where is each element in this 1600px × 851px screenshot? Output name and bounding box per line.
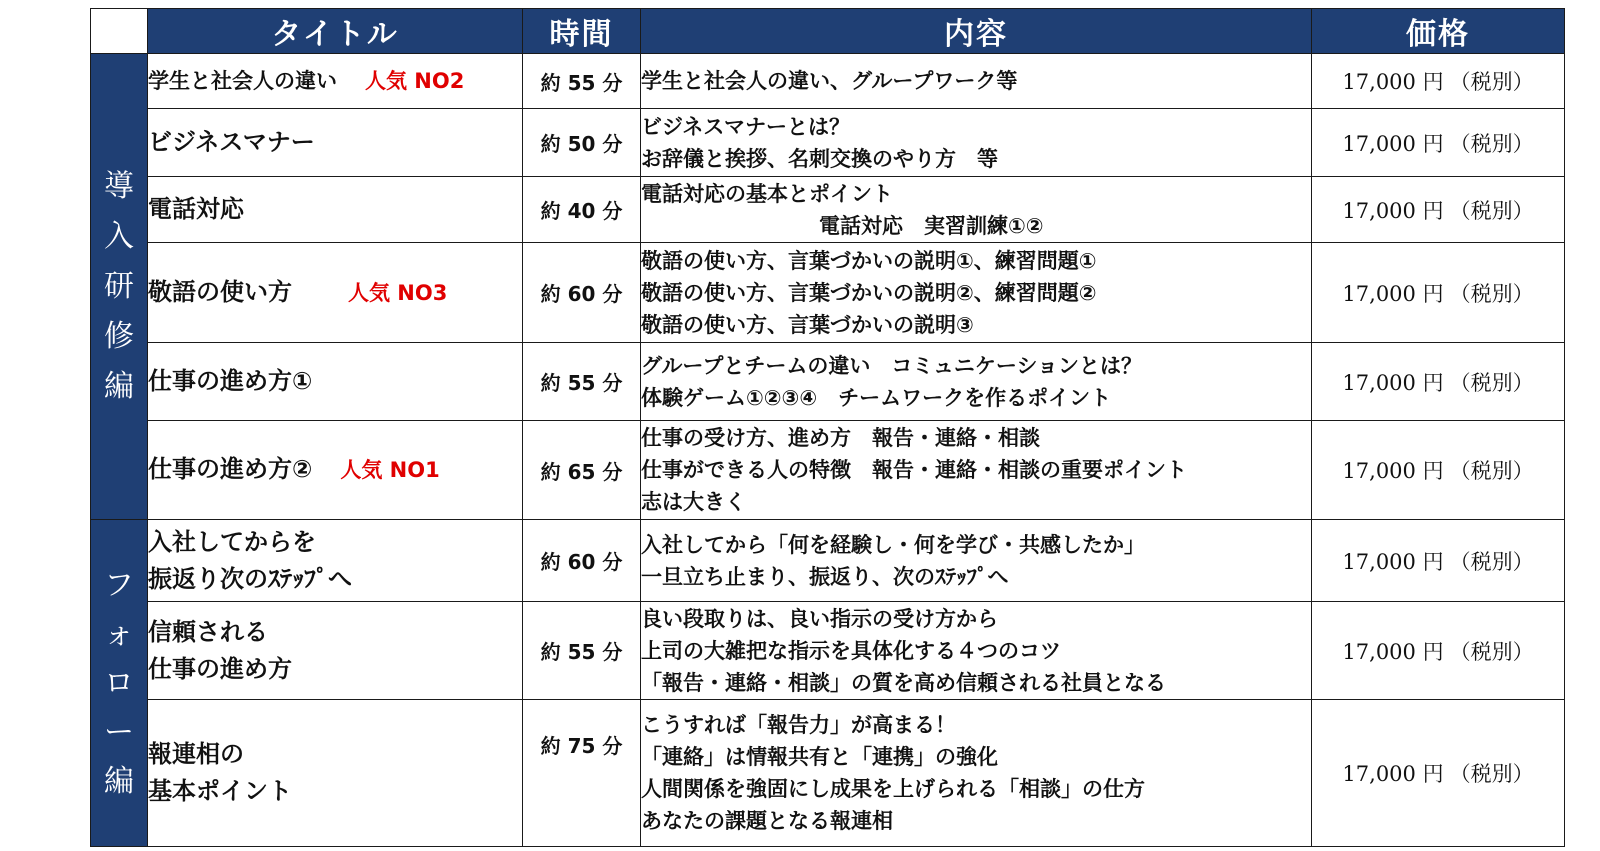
content-line: 「連絡」は情報共有と「連携」の強化 <box>641 745 998 769</box>
content-line: 一旦立ち止まり、振返り、次のｽﾃｯﾌﾟへ <box>641 564 1009 589</box>
price-value: 17,000 円 <box>1342 762 1444 786</box>
row-price <box>1312 109 1565 177</box>
content-line: 良い段取りは、良い指示の受け方から <box>641 606 998 631</box>
row-price <box>1312 54 1565 109</box>
content-line: こうすれば「報告力」が高まる！ <box>641 713 956 737</box>
content-line: あなたの課題となる報連相 <box>641 809 893 833</box>
course-table <box>90 8 1565 847</box>
row-time: 約 60 分 <box>523 520 641 602</box>
row-time: 約 75 分 <box>523 700 641 847</box>
row-time: 約 50 分 <box>523 109 641 177</box>
popular-badge: 人気 NO2 <box>365 68 465 93</box>
content-line: お辞儀と挨拶、名刺交換のやり方 等 <box>641 146 998 171</box>
table-row <box>91 700 1565 847</box>
row-price <box>1312 421 1565 520</box>
content-line: 「報告・連絡・相談」の質を高め信頼される社員となる <box>641 670 1166 695</box>
row-price <box>1312 520 1565 602</box>
price-tax: （税別） <box>1449 131 1534 156</box>
price-tax: （税別） <box>1449 549 1534 574</box>
row-title <box>148 109 523 177</box>
content-line: 敬語の使い方、言葉づかいの説明③ <box>641 312 974 337</box>
header-title: タイトル <box>148 9 523 54</box>
section-intro <box>91 54 148 520</box>
row-time: 約 55 分 <box>523 602 641 700</box>
header-row <box>91 9 1565 54</box>
row-time: 約 60 分 <box>523 243 641 343</box>
content-line: 志は大きく <box>641 490 746 514</box>
row-title-line: 基本ポイント <box>148 777 292 805</box>
table-row <box>91 177 1565 243</box>
price-value: 17,000 円 <box>1342 131 1444 156</box>
row-price <box>1312 343 1565 421</box>
table-row <box>91 421 1565 520</box>
row-title-line: 信頼される <box>148 617 268 646</box>
row-time: 約 65 分 <box>523 421 641 520</box>
content-line: 人間関係を強固にし成果を上げられる「相談」の仕方 <box>641 777 1145 801</box>
price-tax: （税別） <box>1449 198 1534 223</box>
price-tax: （税別） <box>1449 370 1534 395</box>
table-row <box>91 602 1565 700</box>
row-price <box>1312 700 1565 847</box>
row-title <box>148 343 523 421</box>
price-value: 17,000 円 <box>1342 639 1444 664</box>
popular-badge: 人気 NO3 <box>348 280 448 305</box>
row-title <box>148 520 523 602</box>
content-line: 体験ゲーム①②③④ チームワークを作るポイント <box>641 385 1112 410</box>
price-value: 17,000 円 <box>1342 370 1444 395</box>
price-tax: （税別） <box>1449 639 1534 664</box>
row-content <box>641 602 1312 700</box>
row-time: 約 55 分 <box>523 343 641 421</box>
row-price <box>1312 177 1565 243</box>
content-line: ビジネスマナーとは？ <box>641 114 850 139</box>
content-line: グループとチームの違い コミュニケーションとは？ <box>641 353 1143 378</box>
row-title-line: 報連相の <box>148 740 244 768</box>
content-line: 敬語の使い方、言葉づかいの説明①、練習問題① <box>641 248 1097 273</box>
content-line: 電話対応の基本とポイント <box>641 181 893 206</box>
row-content <box>641 54 1312 109</box>
row-time: 約 40 分 <box>523 177 641 243</box>
row-content <box>641 700 1312 847</box>
row-title-line: 仕事の進め方 <box>148 654 292 683</box>
popular-badge: 人気 NO1 <box>340 458 440 482</box>
table-row <box>91 243 1565 343</box>
row-time: 約 55 分 <box>523 54 641 109</box>
row-title-line: ビジネスマナー <box>148 128 315 156</box>
row-title-line: 入社してからを <box>148 527 316 556</box>
row-content <box>641 109 1312 177</box>
price-value: 17,000 円 <box>1342 459 1444 483</box>
header-price: 価格 <box>1312 9 1565 54</box>
content-line: 入社してから「何を経験し・何を学び・共感したか」 <box>641 532 1145 557</box>
price-value: 17,000 円 <box>1342 70 1444 94</box>
price-value: 17,000 円 <box>1342 198 1444 223</box>
row-content <box>641 520 1312 602</box>
content-line: 敬語の使い方、言葉づかいの説明②、練習問題② <box>641 280 1097 305</box>
price-value: 17,000 円 <box>1342 281 1444 306</box>
row-title <box>148 700 523 847</box>
row-title-line: 仕事の進め方① <box>148 367 313 395</box>
row-content <box>641 243 1312 343</box>
section-follow-label: フォロー編 <box>104 567 134 799</box>
price-tax: （税別） <box>1449 281 1534 306</box>
row-price <box>1312 602 1565 700</box>
table-row <box>91 109 1565 177</box>
content-line: 学生と社会人の違い、グループワーク等 <box>641 69 1018 93</box>
header-corner <box>91 9 148 54</box>
row-title <box>148 602 523 700</box>
row-title <box>148 177 523 243</box>
price-value: 17,000 円 <box>1342 549 1444 574</box>
header-content: 内容 <box>641 9 1312 54</box>
price-tax: （税別） <box>1449 459 1534 483</box>
section-intro-label: 導入研修編 <box>104 168 134 404</box>
table-row <box>91 343 1565 421</box>
content-line: 電話対応 実習訓練①② <box>819 213 1044 238</box>
row-title-line: 仕事の進め方② <box>148 455 313 483</box>
row-title-line: 学生と社会人の違い <box>148 68 337 93</box>
header-time: 時間 <box>523 9 641 54</box>
table-row <box>91 54 1565 109</box>
row-content <box>641 343 1312 421</box>
row-content <box>641 421 1312 520</box>
row-title <box>148 421 523 520</box>
section-follow <box>91 520 148 847</box>
content-line: 仕事の受け方、進め方 報告・連絡・相談 <box>641 426 1040 450</box>
row-title-line: 電話対応 <box>148 195 244 223</box>
row-title <box>148 54 523 109</box>
content-line: 仕事ができる人の特徴 報告・連絡・相談の重要ポイント <box>641 458 1187 482</box>
price-tax: （税別） <box>1449 762 1534 786</box>
row-title <box>148 243 523 343</box>
table-row <box>91 520 1565 602</box>
row-title-line: 振返り次のｽﾃｯﾌﾟへ <box>148 564 352 593</box>
row-title-line: 敬語の使い方 <box>148 277 292 306</box>
price-tax: （税別） <box>1449 70 1534 94</box>
row-content <box>641 177 1312 243</box>
row-price <box>1312 243 1565 343</box>
content-line: 上司の大雑把な指示を具体化する４つのコツ <box>641 638 1061 663</box>
